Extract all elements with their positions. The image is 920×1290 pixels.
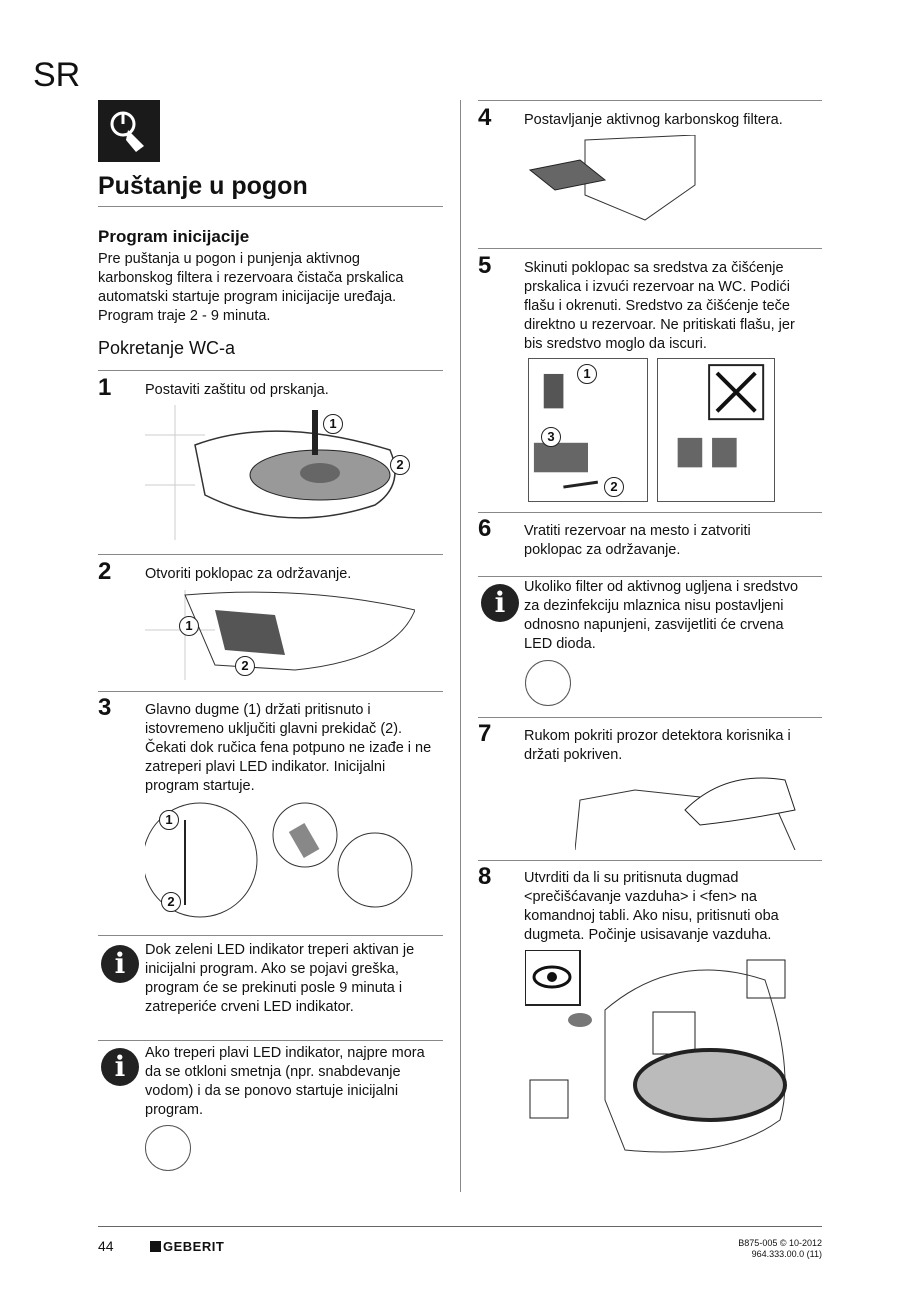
step-text: Vratiti rezervoar na mesto i zatvoriti poklopac za održavanje. <box>524 523 751 558</box>
step-number: 5 <box>478 252 492 279</box>
red-led-illustration <box>525 660 571 706</box>
note-text: Dok zeleni LED indikator treperi aktivan je inicijalni program. Ako se pojavi greška, program će se prekinuti posle 9 minuta i zatreperiće crveni LED indikator. <box>145 942 415 1015</box>
step-number: 4 <box>478 104 492 131</box>
step-number: 6 <box>478 515 492 542</box>
step-text: Postavljanje aktivnog karbonskog filtera. <box>524 112 783 128</box>
main-switch-illustration <box>145 800 415 920</box>
control-panel-illustration <box>525 950 800 1170</box>
note-text: Ukoliko filter od aktivnog ugljena i sredstvo za dezinfekciju mlaznica nisu postavljeni odnosno napunjeni, zasvijetliti će crvena LED dioda. <box>524 579 799 652</box>
step-number: 7 <box>478 720 492 747</box>
carbon-filter-illustration <box>525 135 700 225</box>
info-icon: i <box>101 1048 139 1086</box>
language-code: SR <box>33 56 81 94</box>
callout: 1 <box>577 364 597 384</box>
step-text: Rukom pokriti prozor detektora korisnika i držati pokriven. <box>524 728 791 763</box>
blue-led-illustration <box>145 1125 191 1171</box>
step-text: Postaviti zaštitu od prskanja. <box>145 382 329 398</box>
info-icon: i <box>101 945 139 983</box>
callout: 3 <box>541 427 561 447</box>
callout: 1 <box>323 414 343 434</box>
reservoir-illustration <box>528 358 648 502</box>
callout: 1 <box>179 616 199 636</box>
info-icon: i <box>481 584 519 622</box>
user-detector-illustration <box>575 770 800 850</box>
step-text: Skinuti poklopac sa sredstva za čišćenje prskalica i izvući rezervoar na WC. Podići flašu i okrenuti. Sredstvo za čišćenje teče direktno u rezervoar. Ne pritiskati flašu, jer bis sredstvo moglo da iscuri. <box>524 260 795 352</box>
doc-code: B875-005 © 10-2012 <box>738 1238 822 1248</box>
step-number: 1 <box>98 374 112 401</box>
step-number: 2 <box>98 558 112 585</box>
power-touch-icon <box>98 100 160 162</box>
intro-text: Pre puštanja u pogon i punjenja aktivnog karbonskog filtera i rezervoara čistača prskalica automatski startuje program inicijacije uređaja. Program traje 2 - 9 minuta. <box>98 251 404 324</box>
maintenance-cover-illustration <box>145 590 415 680</box>
brand-name: GEBERIT <box>163 1239 225 1254</box>
callout: 1 <box>159 810 179 830</box>
step-text: Otvoriti poklopac za održavanje. <box>145 566 352 582</box>
page-number: 44 <box>98 1238 114 1254</box>
step-number: 8 <box>478 863 492 890</box>
step-number: 3 <box>98 694 112 721</box>
subsection-title: Pokretanje WC-a <box>98 338 236 358</box>
note-text: Ako treperi plavi LED indikator, najpre mora da se otkloni smetnja (npr. snabdevanje vodom) i da se ponovo startuje inicijalni program. <box>145 1045 425 1118</box>
section-title: Program inicijacije <box>98 227 250 246</box>
callout: 2 <box>161 892 181 912</box>
do-not-squeeze-illustration <box>657 358 775 502</box>
column-divider <box>460 100 461 1192</box>
page-title: Puštanje u pogon <box>98 172 308 200</box>
callout: 2 <box>390 455 410 475</box>
step-text: Glavno dugme (1) držati pritisnuto i istovremeno uključiti glavni prekidač (2). Čekati dok ručica fena potpuno ne izađe i ne zatreperi plavi LED indikator. Inicijalni program startuje. <box>145 702 432 794</box>
doc-number: 964.333.00.0 (11) <box>751 1249 822 1259</box>
splash-guard-illustration <box>145 405 415 540</box>
step-text: Utvrditi da li su pritisnuta dugmad <prečišćavanje vazduha> i <fen> na komandnoj tabli. Ako nisu, pritisnuti oba dugmeta. Počinje usisavanje vazduha. <box>524 870 779 943</box>
geberit-logo <box>150 1239 224 1254</box>
callout: 2 <box>604 477 624 497</box>
callout: 2 <box>235 656 255 676</box>
